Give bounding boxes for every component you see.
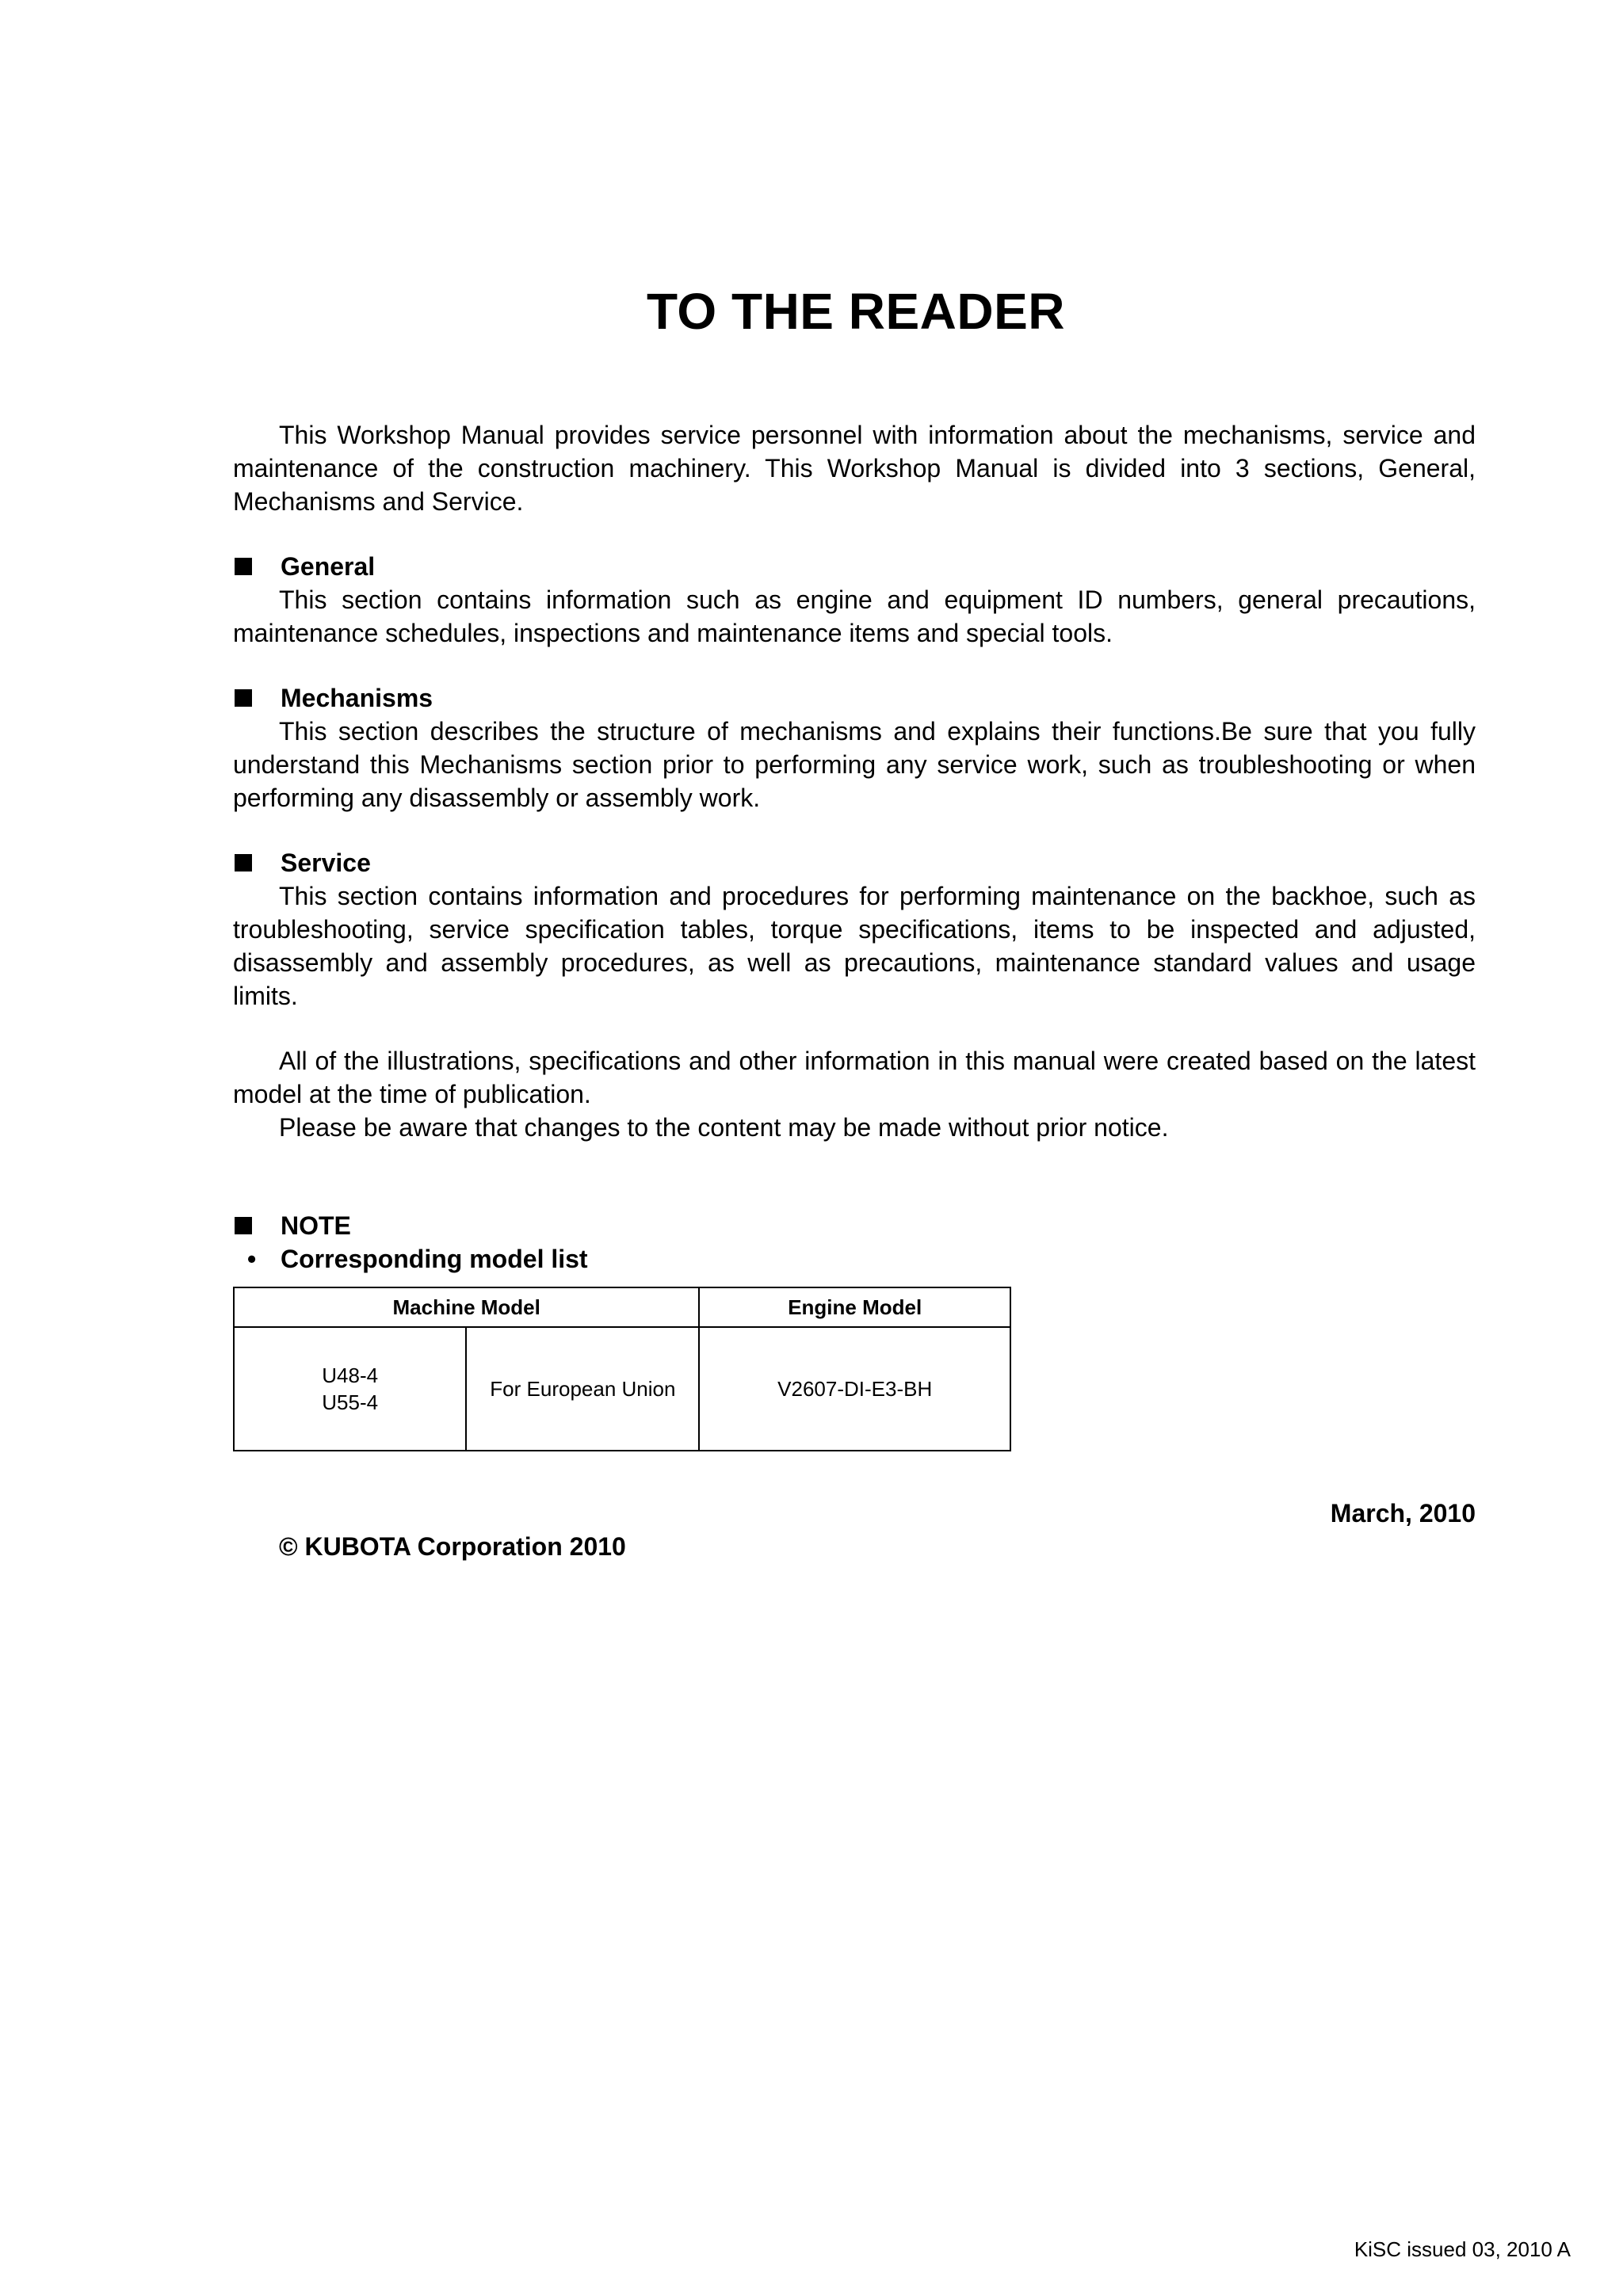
section-body: This section describes the structure of mechanisms and explains their functions.Be sure that you fully understand this Mechanisms section prior to performing any service work, such as troubleshooting or when performing any disassembly or assembly work. bbox=[233, 717, 1476, 812]
section-body: This section contains information and procedures for performing maintenance on the backhoe, such as troubleshooting, service specification tables, torque specifications, items to be inspected and adjusted, disassembly and assembly procedures, as well as precautions, maintenance standard values and usage limits. bbox=[233, 882, 1476, 1010]
closing-block bbox=[233, 1044, 1476, 1144]
section-heading-label: Mechanisms bbox=[281, 684, 433, 712]
machine-model-header: Machine Model bbox=[234, 1287, 699, 1327]
section-mechanisms bbox=[233, 681, 1476, 814]
note-heading-label: NOTE bbox=[281, 1211, 351, 1240]
table-row bbox=[234, 1327, 1010, 1451]
publication-date: March, 2010 bbox=[1330, 1499, 1476, 1527]
engine-model-cell: V2607-DI-E3-BH bbox=[699, 1327, 1010, 1451]
machine-models-cell bbox=[234, 1327, 466, 1451]
issue-footer: KiSC issued 03, 2010 A bbox=[1354, 2237, 1571, 2261]
section-body: This section contains information such as engine and equipment ID numbers, general precautions, maintenance schedules, inspections and maintenance items and special tools. bbox=[233, 585, 1476, 647]
section-heading bbox=[233, 681, 1476, 715]
table-header-row bbox=[234, 1287, 1010, 1327]
square-bullet-icon bbox=[235, 558, 252, 575]
section-general bbox=[233, 550, 1476, 650]
closing-notice: Please be aware that changes to the content may be made without prior notice. bbox=[279, 1113, 1169, 1142]
note-bullet-label: Corresponding model list bbox=[281, 1245, 588, 1273]
square-bullet-icon bbox=[235, 1217, 252, 1234]
engine-model-header: Engine Model bbox=[699, 1287, 1010, 1327]
closing-paragraph: All of the illustrations, specifications and other information in this manual were created based on the latest model at the time of publication. bbox=[233, 1047, 1476, 1108]
square-bullet-icon bbox=[235, 854, 252, 871]
machine-model: U48-4 bbox=[322, 1363, 379, 1387]
section-heading-label: Service bbox=[281, 849, 371, 877]
model-table bbox=[233, 1287, 1011, 1451]
section-heading bbox=[233, 550, 1476, 583]
bullet-dot-icon: • bbox=[247, 1245, 257, 1273]
note-block bbox=[233, 1209, 1476, 1451]
note-bullet bbox=[233, 1242, 1476, 1276]
page-title: TO THE READER bbox=[646, 283, 1066, 340]
document-body bbox=[233, 418, 1476, 1451]
region-cell: For European Union bbox=[466, 1327, 699, 1451]
section-heading-label: General bbox=[281, 552, 376, 581]
square-bullet-icon bbox=[235, 689, 252, 707]
machine-model: U55-4 bbox=[322, 1390, 379, 1414]
section-service bbox=[233, 846, 1476, 1013]
intro-paragraph: This Workshop Manual provides service personnel with information about the mechanisms, service and maintenance of the construction machinery. This Workshop Manual is divided into 3 sections, General, Mechanisms and Service. bbox=[233, 421, 1476, 516]
note-heading bbox=[233, 1209, 1476, 1242]
copyright-notice: © KUBOTA Corporation 2010 bbox=[279, 1532, 626, 1561]
section-heading bbox=[233, 846, 1476, 879]
